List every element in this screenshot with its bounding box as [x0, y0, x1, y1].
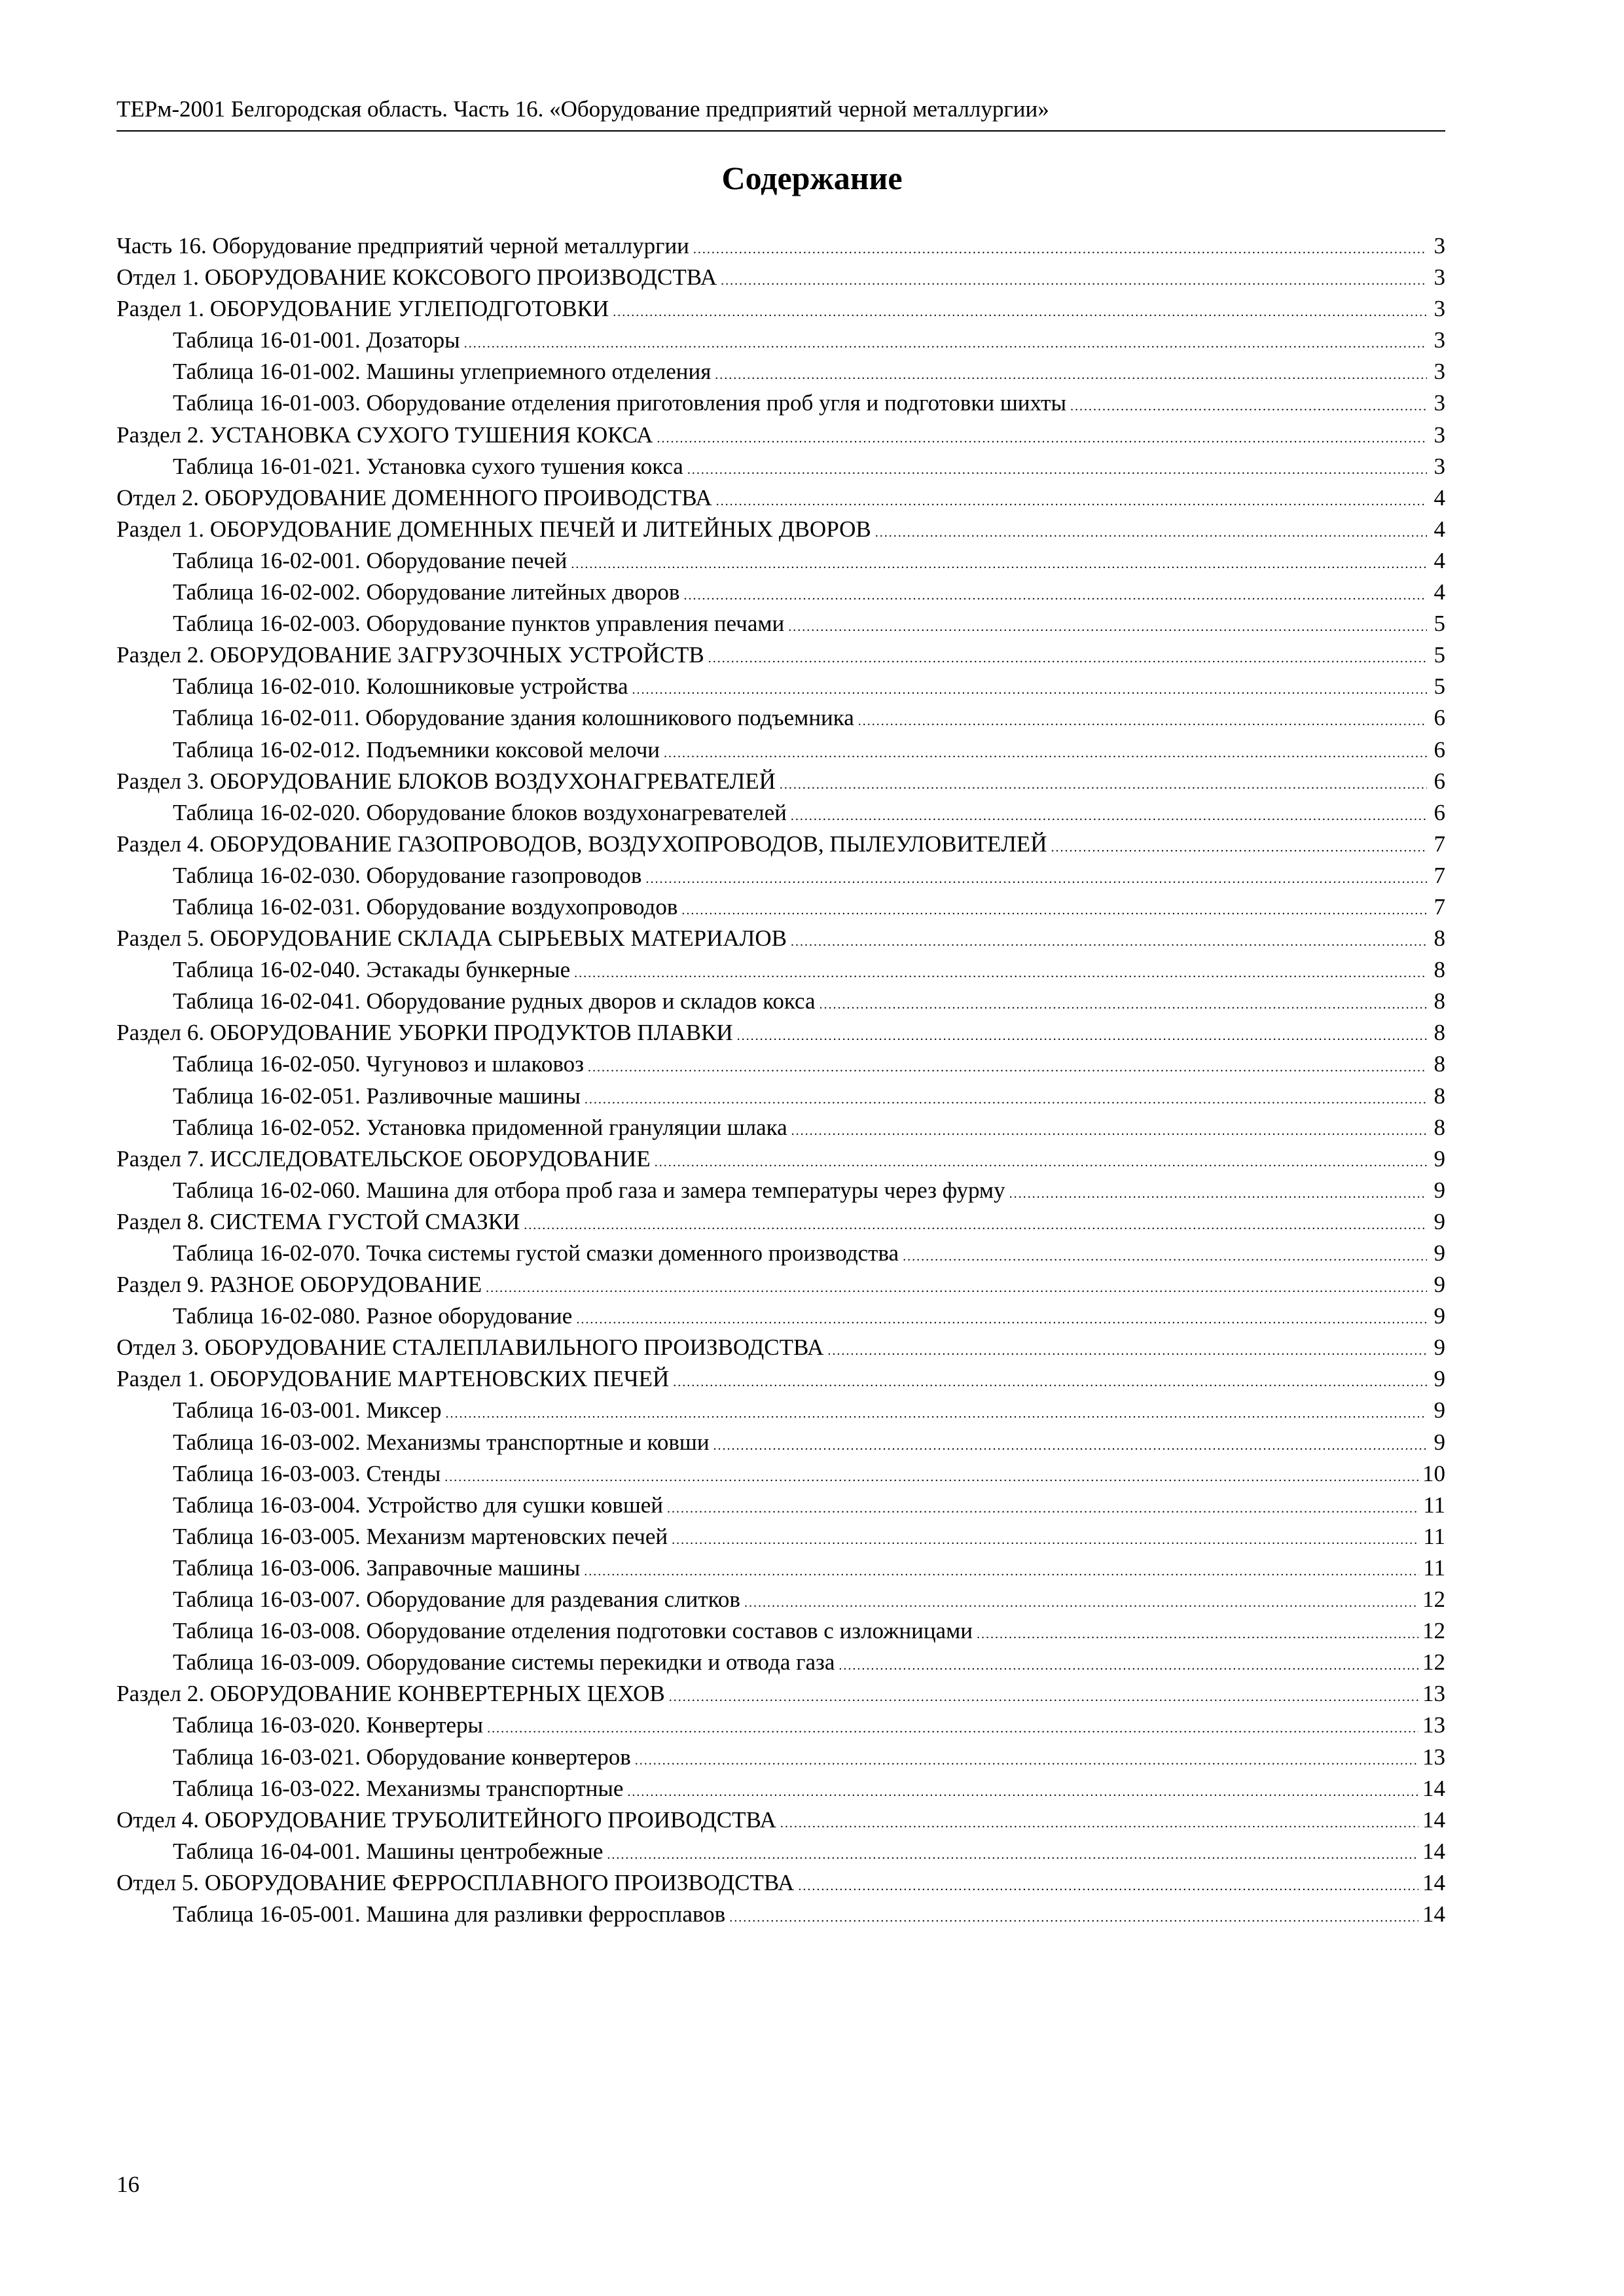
toc-entry-label: Раздел 1. ОБОРУДОВАНИЕ МАРТЕНОВСКИХ ПЕЧЕЙ [117, 1366, 670, 1392]
toc-dot-leader [858, 706, 1427, 737]
toc-dot-leader [613, 296, 1427, 328]
toc-entry-page: 3 [1434, 233, 1445, 259]
toc-dot-leader [839, 1650, 1418, 1681]
toc-entry-page: 8 [1434, 925, 1445, 952]
toc-dot-leader [716, 486, 1427, 517]
toc-dot-leader [627, 1776, 1418, 1808]
toc-entry-label: Таблица 16-02-011. Оборудование здания колошникового подъемника [173, 705, 854, 731]
toc-entry-label: Таблица 16-03-001. Миксер [173, 1397, 442, 1424]
toc-dot-leader [588, 1052, 1427, 1083]
toc-dot-leader [444, 1462, 1418, 1493]
toc-entry-label: Таблица 16-04-001. Машины центробежные [173, 1838, 604, 1864]
toc-entry[interactable] [117, 514, 1445, 545]
toc-entry[interactable] [117, 1647, 1445, 1678]
toc-entry-label: Таблица 16-02-002. Оборудование литейных дворов [173, 579, 680, 605]
toc-entry-label: Раздел 3. ОБОРУДОВАНИЕ БЛОКОВ ВОЗДУХОНАГРЕВАТЕЛЕЙ [117, 768, 776, 794]
toc-entry-page: 8 [1434, 1051, 1445, 1077]
toc-entry-label: Таблица 16-02-001. Оборудование печей [173, 547, 568, 573]
toc-dot-leader [486, 1272, 1427, 1304]
toc-entry[interactable] [117, 1615, 1445, 1647]
toc-entry-label: Таблица 16-01-021. Установка сухого тушения кокса [173, 453, 683, 479]
toc-entry-page: 6 [1434, 799, 1445, 825]
toc-entry[interactable] [117, 420, 1445, 451]
toc-dot-leader [464, 328, 1427, 359]
toc-entry[interactable] [117, 766, 1445, 797]
toc-entry-label: Таблица 16-03-021. Оборудование конвертеров [173, 1744, 631, 1770]
toc-entry[interactable] [117, 1584, 1445, 1615]
table-of-contents [117, 230, 1445, 1930]
toc-dot-leader [664, 738, 1427, 769]
toc-entry-page: 9 [1434, 1335, 1445, 1361]
toc-dot-leader [571, 548, 1427, 580]
toc-entry-page: 14 [1422, 1901, 1445, 1927]
toc-entry-page: 3 [1434, 296, 1445, 322]
toc-entry[interactable] [117, 1899, 1445, 1930]
toc-entry[interactable] [117, 923, 1445, 954]
toc-dot-leader [445, 1398, 1427, 1429]
toc-dot-leader [657, 423, 1427, 454]
toc-entry-page: 11 [1423, 1492, 1445, 1518]
toc-entry-page: 7 [1434, 862, 1445, 888]
toc-entry-label: Раздел 2. УСТАНОВКА СУХОГО ТУШЕНИЯ КОКСА [117, 422, 653, 448]
toc-dot-leader [791, 926, 1427, 958]
running-header: ТЕРм-2001 Белгородская область. Часть 16. «Оборудование предприятий черной металлургии» [117, 96, 1049, 122]
toc-entry-label: Отдел 3. ОБОРУДОВАНИЕ СТАЛЕПЛАВИЛЬНОГО ПРОИЗВОДСТВА [117, 1335, 824, 1361]
toc-dot-leader [683, 580, 1427, 611]
toc-entry[interactable] [117, 1175, 1445, 1206]
toc-entry-label: Таблица 16-01-002. Машины углеприемного отделения [173, 359, 712, 385]
toc-entry-page: 5 [1434, 673, 1445, 700]
toc-entry-page: 7 [1434, 831, 1445, 857]
toc-entry-page: 3 [1434, 390, 1445, 416]
toc-dot-leader [524, 1210, 1427, 1241]
toc-entry[interactable] [117, 325, 1445, 356]
toc-entry-page: 5 [1434, 642, 1445, 668]
toc-entry-label: Раздел 6. ОБОРУДОВАНИЕ УБОРКИ ПРОДУКТОВ ПЛАВКИ [117, 1020, 733, 1046]
toc-entry[interactable] [117, 577, 1445, 608]
toc-entry[interactable] [117, 1458, 1445, 1490]
toc-entry[interactable] [117, 1112, 1445, 1143]
toc-entry[interactable] [117, 1269, 1445, 1300]
toc-dot-leader [585, 1084, 1427, 1115]
toc-entry-label: Таблица 16-02-080. Разное оборудование [173, 1303, 573, 1329]
toc-entry-label: Раздел 8. СИСТЕМА ГУСТОЙ СМАЗКИ [117, 1208, 520, 1234]
toc-entry-label: Таблица 16-01-003. Оборудование отделения приготовления проб угля и подготовки шихты [173, 390, 1066, 416]
toc-dot-leader [681, 895, 1427, 926]
toc-entry-label: Таблица 16-02-030. Оборудование газопроводов [173, 862, 642, 888]
toc-dot-leader [798, 1871, 1418, 1902]
toc-entry-page: 14 [1422, 1775, 1445, 1801]
toc-entry-label: Таблица 16-02-031. Оборудование воздухопроводов [173, 893, 678, 920]
toc-entry[interactable] [117, 734, 1445, 766]
toc-entry-label: Таблица 16-03-022. Механизмы транспортные [173, 1775, 624, 1801]
toc-dot-leader [903, 1241, 1427, 1272]
toc-entry-page: 4 [1434, 579, 1445, 605]
toc-dot-leader [645, 863, 1427, 895]
toc-entry-label: Таблица 16-02-012. Подъемники коксовой мелочи [173, 736, 660, 762]
toc-entry[interactable] [117, 1081, 1445, 1112]
toc-entry-page: 4 [1434, 547, 1445, 573]
toc-entry-page: 11 [1423, 1554, 1445, 1581]
toc-entry-label: Таблица 16-03-006. Заправочные машины [173, 1554, 581, 1581]
toc-entry[interactable] [117, 986, 1445, 1017]
toc-dot-leader [744, 1587, 1418, 1619]
toc-entry-label: Таблица 16-03-008. Оборудование отделения подготовки составов с изложницами [173, 1618, 973, 1644]
toc-entry-page: 10 [1422, 1460, 1445, 1486]
toc-entry[interactable] [117, 545, 1445, 577]
toc-entry-page: 8 [1434, 1114, 1445, 1140]
toc-entry[interactable] [117, 1238, 1445, 1269]
toc-dot-leader [780, 769, 1427, 800]
toc-entry-label: Таблица 16-03-020. Конвертеры [173, 1712, 484, 1738]
toc-entry-label: Раздел 5. ОБОРУДОВАНИЕ СКЛАДА СЫРЬЕВЫХ МАТЕРИАЛОВ [117, 925, 787, 952]
toc-dot-leader [827, 1335, 1427, 1367]
toc-entry[interactable] [117, 797, 1445, 829]
toc-entry-page: 5 [1434, 611, 1445, 637]
toc-entry-label: Таблица 16-02-003. Оборудование пунктов управления печами [173, 611, 785, 637]
toc-entry[interactable] [117, 702, 1445, 734]
toc-entry-page: 7 [1434, 893, 1445, 920]
toc-dot-leader [1051, 832, 1427, 863]
toc-dot-leader [977, 1619, 1418, 1650]
toc-entry-page: 8 [1434, 1020, 1445, 1046]
toc-entry[interactable] [117, 1552, 1445, 1584]
toc-dot-leader [576, 1304, 1427, 1335]
toc-dot-leader [667, 1493, 1419, 1524]
toc-entry[interactable] [117, 356, 1445, 387]
toc-dot-leader [607, 1839, 1418, 1871]
toc-dot-leader [672, 1524, 1419, 1556]
toc-dot-leader [713, 1430, 1427, 1462]
toc-dot-leader [1070, 391, 1427, 422]
toc-entry-page: 6 [1434, 736, 1445, 762]
toc-entry-label: Таблица 16-03-003. Стенды [173, 1460, 441, 1486]
toc-entry-label: Таблица 16-02-060. Машина для отбора проб газа и замера температуры через фурму [173, 1177, 1005, 1203]
toc-entry-label: Таблица 16-02-040. Эстакады бункерные [173, 957, 571, 983]
toc-dot-leader [715, 359, 1427, 391]
toc-dot-leader [791, 800, 1427, 832]
toc-entry-label: Таблица 16-01-001. Дозаторы [173, 327, 460, 353]
toc-entry-page: 11 [1423, 1523, 1445, 1549]
toc-entry-page: 4 [1434, 516, 1445, 542]
toc-entry-label: Таблица 16-02-020. Оборудование блоков воздухонагревателей [173, 799, 787, 825]
toc-entry-page: 13 [1422, 1744, 1445, 1770]
toc-entry[interactable] [117, 1710, 1445, 1741]
toc-entry-label: Таблица 16-03-004. Устройство для сушки ковшей [173, 1492, 664, 1518]
toc-entry[interactable] [117, 1363, 1445, 1395]
toc-entry[interactable] [117, 1017, 1445, 1049]
toc-entry[interactable] [117, 1395, 1445, 1426]
toc-dot-leader [669, 1681, 1418, 1713]
toc-dot-leader [708, 643, 1427, 674]
toc-entry-page: 9 [1434, 1208, 1445, 1234]
toc-entry[interactable] [117, 230, 1445, 262]
toc-dot-leader [655, 1147, 1427, 1178]
toc-entry-label: Раздел 1. ОБОРУДОВАНИЕ ДОМЕННЫХ ПЕЧЕЙ И ЛИТЕЙНЫХ ДВОРОВ [117, 516, 871, 542]
toc-entry-label: Отдел 2. ОБОРУДОВАНИЕ ДОМЕННОГО ПРОИВОДСТВА [117, 484, 712, 511]
toc-dot-leader [687, 454, 1427, 486]
toc-entry-page: 14 [1422, 1806, 1445, 1833]
toc-entry[interactable] [117, 1206, 1445, 1238]
toc-entry-label: Таблица 16-02-051. Разливочные машины [173, 1083, 581, 1109]
toc-entry-label: Таблица 16-02-041. Оборудование рудных дворов и складов кокса [173, 988, 816, 1014]
toc-entry[interactable] [117, 1332, 1445, 1363]
page-title: Содержание [721, 160, 903, 196]
toc-entry-label: Отдел 4. ОБОРУДОВАНИЕ ТРУБОЛИТЕЙНОГО ПРОИВОДСТВА [117, 1806, 776, 1833]
toc-entry-label: Раздел 7. ИССЛЕДОВАТЕЛЬСКОЕ ОБОРУДОВАНИЕ [117, 1145, 651, 1172]
toc-entry-page: 6 [1434, 768, 1445, 794]
toc-entry[interactable] [117, 891, 1445, 923]
toc-dot-leader [737, 1020, 1427, 1052]
toc-dot-leader [487, 1713, 1418, 1744]
toc-entry-page: 13 [1422, 1681, 1445, 1707]
toc-entry-page: 9 [1434, 1240, 1445, 1266]
toc-dot-leader [780, 1808, 1418, 1839]
toc-entry[interactable] [117, 1427, 1445, 1458]
toc-dot-leader [635, 1745, 1418, 1776]
toc-entry[interactable] [117, 451, 1445, 482]
toc-entry-page: 9 [1434, 1272, 1445, 1298]
toc-entry[interactable] [117, 829, 1445, 860]
toc-entry-label: Раздел 2. ОБОРУДОВАНИЕ КОНВЕРТЕРНЫХ ЦЕХОВ [117, 1681, 665, 1707]
toc-entry-label: Отдел 1. ОБОРУДОВАНИЕ КОКСОВОГО ПРОИЗВОДСТВА [117, 264, 717, 291]
toc-entry-page: 14 [1422, 1869, 1445, 1895]
toc-entry-page: 12 [1422, 1618, 1445, 1644]
toc-entry[interactable] [117, 608, 1445, 639]
toc-entry-page: 9 [1434, 1145, 1445, 1172]
toc-entry-page: 4 [1434, 484, 1445, 511]
toc-dot-leader [820, 989, 1427, 1020]
toc-entry[interactable] [117, 1804, 1445, 1836]
toc-entry[interactable] [117, 1867, 1445, 1899]
toc-entry-label: Таблица 16-03-009. Оборудование системы перекидки и отвода газа [173, 1649, 835, 1676]
toc-entry-label: Таблица 16-03-007. Оборудование для раздевания слитков [173, 1587, 740, 1613]
toc-entry-label: Таблица 16-02-050. Чугуновоз и шлаковоз [173, 1051, 584, 1077]
header-rule [117, 130, 1445, 132]
toc-entry-page: 8 [1434, 988, 1445, 1014]
toc-entry[interactable] [117, 1049, 1445, 1080]
toc-entry[interactable] [117, 1490, 1445, 1521]
toc-entry-label: Отдел 5. ОБОРУДОВАНИЕ ФЕРРОСПЛАВНОГО ПРОИЗВОДСТВА [117, 1869, 795, 1895]
toc-entry-label: Таблица 16-03-005. Механизм мартеновских печей [173, 1523, 668, 1549]
toc-entry[interactable] [117, 387, 1445, 419]
toc-entry-page: 3 [1434, 264, 1445, 291]
toc-entry-page: 12 [1422, 1587, 1445, 1613]
toc-entry-label: Раздел 1. ОБОРУДОВАНИЕ УГЛЕПОДГОТОВКИ [117, 296, 609, 322]
toc-entry-page: 3 [1434, 422, 1445, 448]
toc-entry-page: 9 [1434, 1366, 1445, 1392]
toc-entry-page: 12 [1422, 1649, 1445, 1676]
toc-entry[interactable] [117, 482, 1445, 514]
toc-entry[interactable] [117, 639, 1445, 671]
toc-dot-leader [693, 234, 1427, 265]
page-number: 16 [117, 2172, 139, 2197]
toc-entry[interactable] [117, 1773, 1445, 1804]
toc-entry-page: 13 [1422, 1712, 1445, 1738]
toc-entry-page: 9 [1434, 1303, 1445, 1329]
toc-entry[interactable] [117, 1678, 1445, 1710]
toc-dot-leader [584, 1556, 1419, 1587]
toc-dot-leader [791, 1115, 1427, 1147]
toc-dot-leader [875, 517, 1427, 548]
toc-entry-label: Таблица 16-03-002. Механизмы транспортные и ковши [173, 1429, 710, 1455]
toc-entry-page: 8 [1434, 1083, 1445, 1109]
toc-entry-label: Раздел 2. ОБОРУДОВАНИЕ ЗАГРУЗОЧНЫХ УСТРОЙСТВ [117, 642, 704, 668]
toc-entry-label: Раздел 4. ОБОРУДОВАНИЕ ГАЗОПРОВОДОВ, ВОЗДУХОПРОВОДОВ, ПЫЛЕУЛОВИТЕЛЕЙ [117, 831, 1047, 857]
toc-entry-label: Часть 16. Оборудование предприятий черной металлургии [117, 233, 689, 259]
toc-entry[interactable] [117, 1300, 1445, 1332]
toc-entry-label: Таблица 16-02-052. Установка придоменной грануляции шлака [173, 1114, 787, 1140]
toc-entry[interactable] [117, 262, 1445, 293]
toc-entry-label: Таблица 16-02-010. Колошниковые устройства [173, 673, 628, 700]
toc-entry-page: 3 [1434, 453, 1445, 479]
toc-entry-label: Таблица 16-02-070. Точка системы густой смазки доменного производства [173, 1240, 899, 1266]
toc-entry-page: 14 [1422, 1838, 1445, 1864]
toc-entry[interactable] [117, 671, 1445, 702]
toc-dot-leader [632, 674, 1428, 706]
toc-entry[interactable] [117, 1143, 1445, 1175]
toc-entry-label: Таблица 16-05-001. Машина для разливки ферросплавов [173, 1901, 726, 1927]
toc-entry[interactable] [117, 293, 1445, 325]
toc-entry-page: 9 [1434, 1397, 1445, 1424]
toc-entry-page: 9 [1434, 1177, 1445, 1203]
toc-entry[interactable] [117, 954, 1445, 986]
toc-entry[interactable] [117, 860, 1445, 891]
toc-entry[interactable] [117, 1742, 1445, 1773]
toc-entry-page: 9 [1434, 1429, 1445, 1455]
toc-entry-page: 6 [1434, 705, 1445, 731]
toc-entry[interactable] [117, 1836, 1445, 1867]
toc-dot-leader [721, 265, 1427, 296]
toc-dot-leader [673, 1367, 1427, 1398]
toc-dot-leader [729, 1902, 1418, 1933]
toc-entry-page: 3 [1434, 327, 1445, 353]
toc-entry-label: Раздел 9. РАЗНОЕ ОБОРУДОВАНИЕ [117, 1272, 482, 1298]
toc-entry[interactable] [117, 1521, 1445, 1552]
toc-dot-leader [788, 611, 1427, 643]
toc-dot-leader [574, 958, 1427, 989]
toc-dot-leader [1009, 1178, 1427, 1210]
toc-entry-page: 3 [1434, 359, 1445, 385]
toc-entry-page: 8 [1434, 957, 1445, 983]
